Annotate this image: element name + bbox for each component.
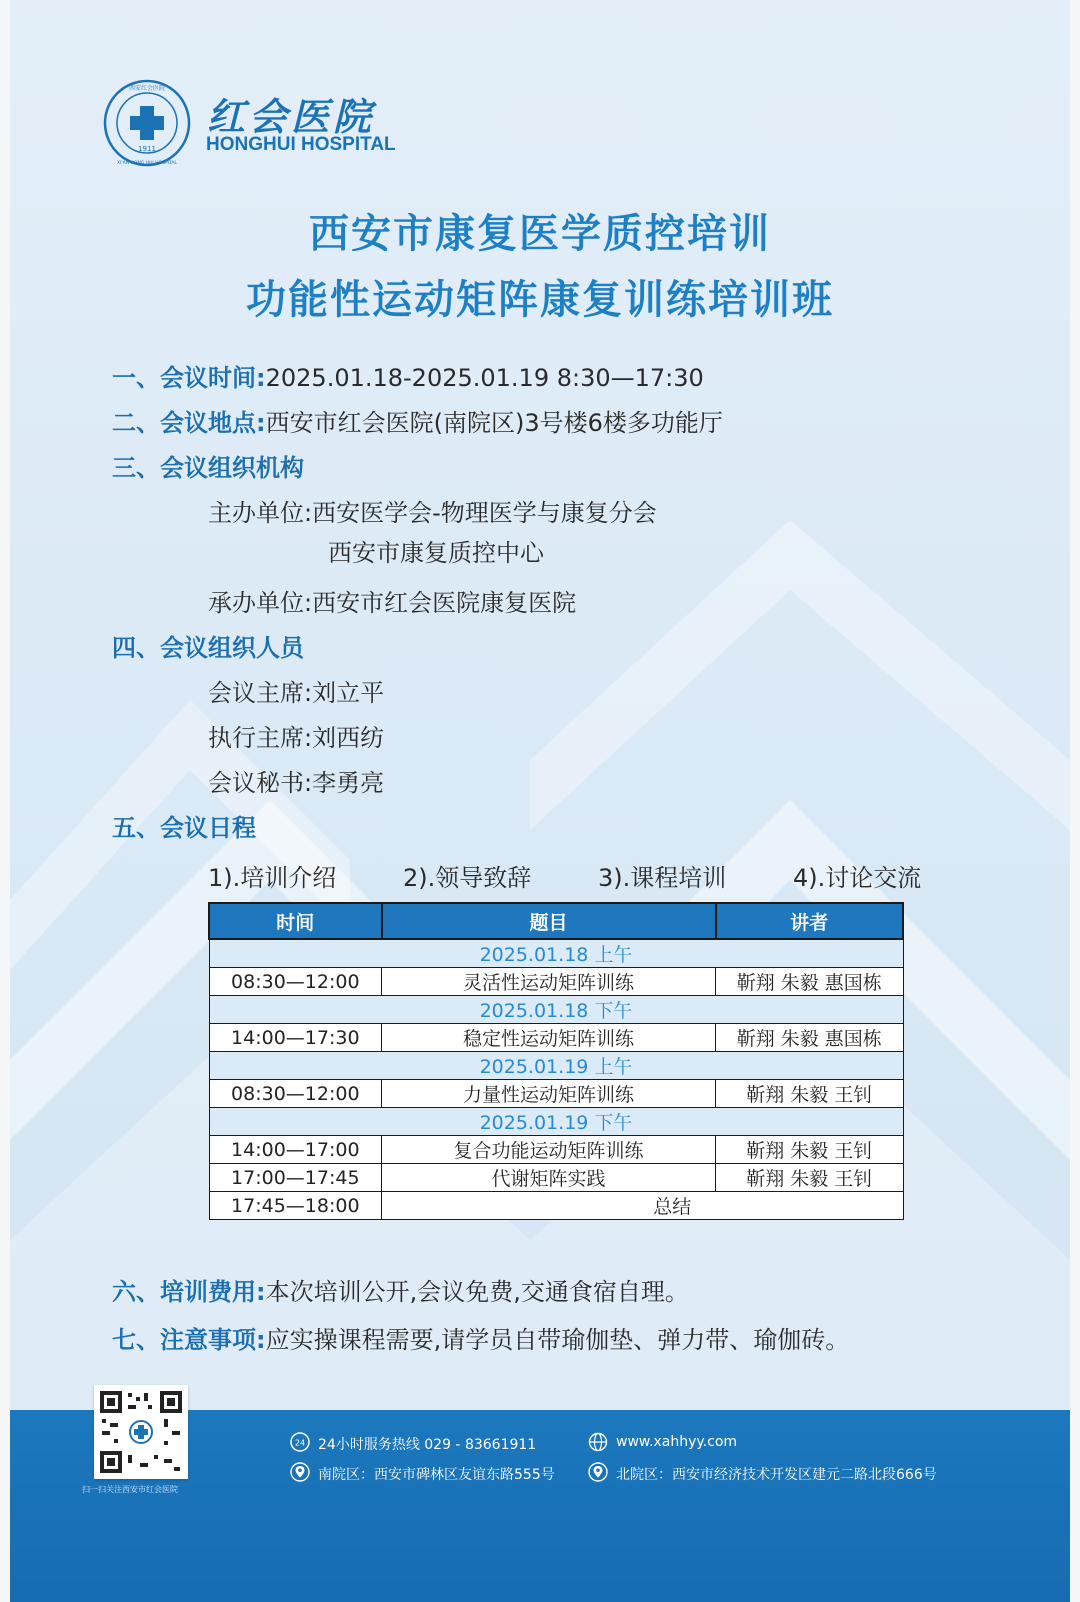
training-fee-value: 本次培训公开,会议免费,交通食宿自理。 [265,1278,689,1306]
agenda-session-row [209,1136,903,1164]
agenda-header-topic: 题目 [382,903,716,939]
title-line-1: 西安市康复医学质控培训 [309,211,771,257]
agenda-topic: 稳定性运动矩阵训练 [382,1024,716,1052]
organization-label: 三、会议组织机构 [112,454,304,482]
hospital-seal-icon [102,78,192,168]
agenda-header-time: 时间 [209,903,382,939]
agenda-date-row [209,996,903,1024]
location-icon [290,1462,310,1482]
hotline-text: 24小时服务热线 029 - 83661911 [318,1437,537,1453]
agenda-session-row [209,1164,903,1192]
host-label: 主办单位: [208,499,313,527]
qr-code[interactable] [94,1385,188,1479]
chair-label: 会议主席: [208,679,313,707]
hospital-name-en: HONGHUI HOSPITAL [206,134,396,155]
agenda-speaker: 靳翔 朱毅 王钊 [716,1136,903,1164]
host-value-2: 西安市康复质控中心 [328,539,544,567]
host-value-1: 西安医学会-物理医学与康复分会 [312,499,657,527]
agenda-speaker: 靳翔 朱毅 惠国栋 [716,1024,903,1052]
meeting-time-value: 2025.01.18-2025.01.19 8:30—17:30 [265,364,704,392]
agenda-summary: 总结 [382,1192,903,1220]
agenda-topic: 力量性运动矩阵训练 [382,1080,716,1108]
agenda-topic: 代谢矩阵实践 [382,1164,716,1192]
executive-chair-value: 刘西纺 [312,724,385,752]
meeting-time-label: 一、会议时间: [112,364,266,392]
seal-text: 西安红会医院 [128,85,166,92]
agenda-time: 14:00—17:30 [209,1024,382,1052]
staff-label: 四、会议组织人员 [112,634,304,662]
poster [10,0,1070,1602]
title-line-2: 功能性运动矩阵康复训练培训班 [246,277,834,323]
agenda-date: 2025.01.18 下午 [209,996,903,1024]
agenda-time: 17:00—17:45 [209,1164,382,1192]
secretary-label: 会议秘书: [208,769,313,797]
secretary [208,763,384,798]
staff-section [112,628,304,663]
schedule-label: 五、会议日程 [112,814,256,842]
agenda-speaker: 靳翔 朱毅 王钊 [716,1080,903,1108]
qr-caption: 扫一扫关注西安市红会医院 [82,1485,178,1494]
hospital-logo [102,78,402,174]
schedule-section [112,808,256,843]
meeting-time [112,358,704,393]
north-campus-address: 北院区：西安市经济技术开发区建元二路北段666号 [616,1467,937,1483]
schedule-item: 2).领导致辞 [403,864,532,892]
agenda-date: 2025.01.19 下午 [209,1108,903,1136]
secretary-value: 李勇亮 [312,769,385,797]
agenda-date-row [209,939,903,968]
training-fee [112,1272,689,1307]
agenda-session-row [209,1024,903,1052]
agenda-session-row [209,1080,903,1108]
executive-chair-label: 执行主席: [208,724,313,752]
phone-icon [290,1432,310,1452]
globe-icon [588,1432,608,1452]
agenda-time: 08:30—12:00 [209,1080,382,1108]
agenda-speaker: 靳翔 朱毅 王钊 [716,1164,903,1192]
notice-value: 应实操课程需要,请学员自带瑜伽垫、弹力带、瑜伽砖。 [265,1326,850,1354]
south-campus-address: 南院区：西安市碑林区友谊东路555号 [318,1467,555,1483]
agenda-session-row [209,968,903,996]
meeting-place-label: 二、会议地点: [112,409,266,437]
training-fee-label: 六、培训费用: [112,1278,266,1306]
schedule-item: 3).课程培训 [598,864,727,892]
executive-chair [208,718,384,753]
agenda-speaker: 靳翔 朱毅 惠国栋 [716,968,903,996]
schedule-item: 1).培训介绍 [208,864,337,892]
organization-section [112,448,304,483]
agenda-time: 17:45—18:00 [209,1192,382,1220]
hotline-badge: 24 [294,1438,306,1448]
meeting-place [112,403,723,438]
agenda-date: 2025.01.19 上午 [209,1052,903,1080]
seal-text-en: XI'AN HONG HUI HOSPITAL [117,161,177,166]
agenda-table [208,902,904,1220]
notice [112,1320,849,1355]
agenda-date: 2025.01.18 上午 [209,939,903,968]
agenda-topic: 灵活性运动矩阵训练 [382,968,716,996]
qr-code-icon [98,1389,184,1475]
seal-year: 1911 [138,145,156,153]
chair-value: 刘立平 [312,679,385,707]
agenda-topic: 复合功能运动矩阵训练 [382,1136,716,1164]
organizer-unit [208,583,576,618]
notice-label: 七、注意事项: [112,1326,266,1354]
agenda-time: 08:30—12:00 [209,968,382,996]
location-icon [588,1462,608,1482]
hospital-name-cn: 红会医院 [207,94,376,139]
chair [208,673,384,708]
host-unit [208,493,657,528]
agenda-session-row [209,1192,903,1220]
organizer-value: 西安市红会医院康复医院 [312,589,577,617]
agenda-header-speaker: 讲者 [716,903,903,939]
meeting-place-value: 西安市红会医院(南院区)3号楼6楼多功能厅 [265,409,723,437]
organizer-label: 承办单位: [208,589,313,617]
agenda-time: 14:00—17:00 [209,1136,382,1164]
agenda-header-row [209,903,903,939]
schedule-item: 4).讨论交流 [793,864,922,892]
agenda-date-row [209,1108,903,1136]
agenda-date-row [209,1052,903,1080]
website-link[interactable]: www.xahhyy.com [616,1434,738,1450]
